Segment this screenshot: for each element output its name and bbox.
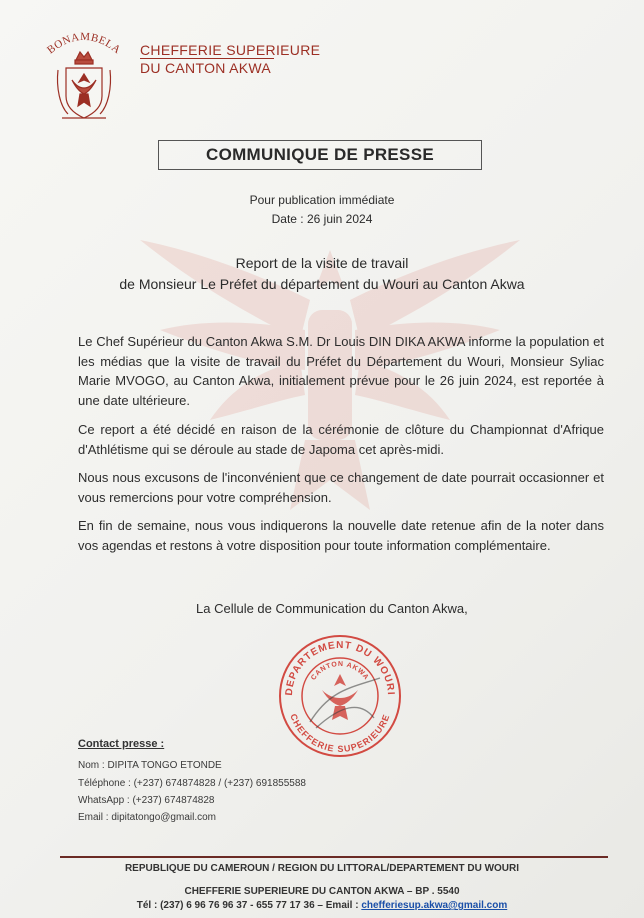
contact-email: Email : dipitatongo@gmail.com [78,812,216,823]
body-paragraph: Le Chef Supérieur du Canton Akwa S.M. Dr Louis DIN DIKA AKWA informe la population et les médias que la visite de travail du Préfet du Département du Wouri, Monsieur Syliac Marie MVOGO, au Canton Akwa, initialement prévue pour le 26 juin 2024, est reportée à une date ultérieure. [78,334,604,408]
subject-line-2: de Monsieur Le Préfet du département du Wouri au Canton Akwa [119,276,525,292]
contact-name: Nom : DIPITA TONGO ETONDE [78,760,222,771]
footer-email-link[interactable]: chefferiesup.akwa@gmail.com [361,900,508,911]
footer-line-1: REPUBLIQUE DU CAMEROUN / REGION DU LITTORAL/DEPARTEMENT DU WOURI [124,863,520,874]
footer-divider [60,856,608,858]
document-date: Date : 26 juin 2024 [271,212,373,226]
subject-line-1: Report de la visite de travail [235,255,409,271]
svg-text:CHEFFERIE SUPERIEURE: CHEFFERIE SUPERIEURE [288,712,392,755]
publication-note: Pour publication immédiate [249,193,395,207]
body-paragraph: Nous nous excusons de l'inconvénient que ce changement de date pourrait occasionner et vous remercions pour votre compréhension. [78,470,604,505]
signature-line: La Cellule de Communication du Canton Akwa, [196,601,468,616]
svg-text:BONAMBELA: BONAMBELA [44,30,124,57]
org-name-divider [140,58,274,59]
svg-text:CANTON AKWA: CANTON AKWA [310,660,370,682]
body-paragraph: Ce report a été décidé en raison de la cérémonie de clôture du Championnat d'Afrique d'Athlétisme qui se déroule au stade de Japoma cet après-midi. [78,422,604,457]
coat-of-arms-icon [54,48,114,126]
footer-phone-text: Tél : (237) 6 96 76 96 37 - 655 77 17 36 – Email : [136,900,362,911]
footer-line-2: CHEFFERIE SUPERIEURE DU CANTON AKWA – BP . 5540 [184,886,460,897]
contact-phone: Téléphone : (+237) 674874828 / (+237) 691855588 [78,778,306,789]
svg-text:DEPARTEMENT DU WOURI: DEPARTEMENT DU WOURI [283,639,397,697]
org-name-line2: DU CANTON AKWA [140,60,271,76]
org-name-line1: CHEFFERIE SUPERIEURE [140,42,321,58]
crest [36,22,132,122]
document-title: COMMUNIQUE DE PRESSE [158,140,482,170]
body-paragraph: En fin de semaine, nous vous indiquerons la nouvelle date retenue afin de la noter dans vos agendas et restons à votre disposition pour toute information complémentaire. [78,518,604,553]
official-stamp [270,630,410,762]
contact-heading: Contact presse : [78,738,165,750]
footer-line-3 [0,900,644,911]
contact-whatsapp: WhatsApp : (+237) 674874828 [78,795,215,806]
